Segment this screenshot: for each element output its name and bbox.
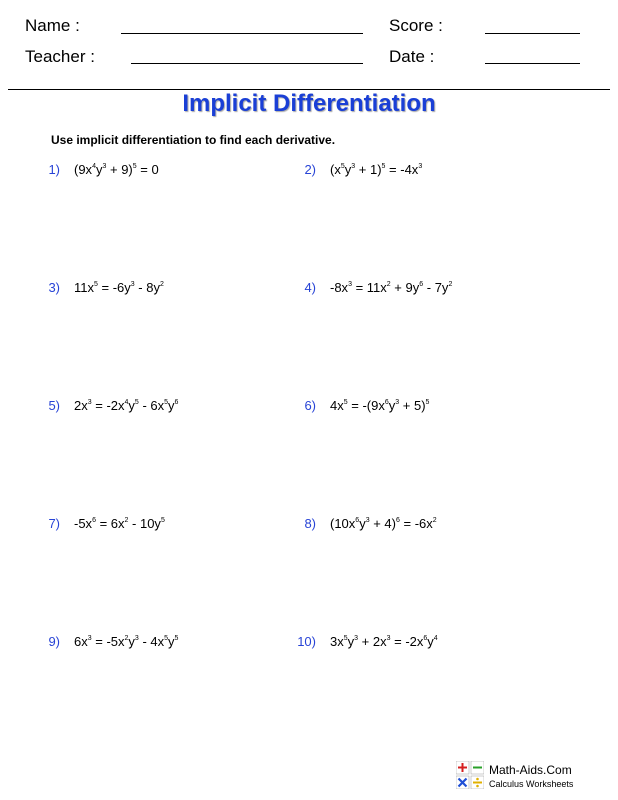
problem-number: 5) [48,398,60,413]
score-label: Score : [389,16,443,35]
problem-equation: $-5x^6 = 6x^2 - 10y^5$ [74,516,165,531]
score-field[interactable] [485,33,580,34]
date-label: Date : [389,47,435,66]
problem-equation: $-8x^3 = 11x^2 + 9y^6 - 7y^2$ [330,280,453,295]
site-name: Math-Aids.Com [489,763,572,777]
problem-equation: $2x^3 = -2x^4y^5 - 6x^5y^6$ [74,398,179,413]
site-subtitle: Calculus Worksheets [489,779,574,789]
problem-equation: $(x^5y^3 + 1)^5 = -4x^3$ [330,162,423,177]
problem-equation: $6x^3 = -5x^2y^3 - 4x^5y^5$ [74,634,179,649]
teacher-label: Teacher : [25,47,95,66]
teacher-field[interactable] [131,63,363,64]
name-label: Name : [25,16,80,35]
problem-equation: $4x^5 = -(9x^6y^3 + 5)^5$ [330,398,430,413]
problem-number: 7) [48,516,60,531]
instructions: Use implicit differentiation to find each derivative. [51,133,336,147]
problem-number: 10) [297,634,316,649]
problem-number: 1) [48,162,60,177]
problem-equation: $(9x^4y^3 + 9)^5 = 0$ [74,162,159,177]
problem-number: 8) [304,516,316,531]
problem-number: 6) [304,398,316,413]
problem-equation: $11x^5 = -6y^3 - 8y^2$ [74,280,164,295]
problem-number: 3) [48,280,60,295]
name-field[interactable] [121,33,363,34]
problem-number: 2) [304,162,316,177]
problem-equation: $3x^5y^3 + 2x^3 = -2x^6y^4$ [330,634,438,649]
math-operators-icon [456,761,484,789]
problem-equation: $(10x^6y^3 + 4)^6 = -6x^2$ [330,516,437,531]
problem-number: 4) [304,280,316,295]
problem-number: 9) [48,634,60,649]
date-field[interactable] [485,63,580,64]
worksheet-title: Implicit Differentiation [182,90,436,117]
